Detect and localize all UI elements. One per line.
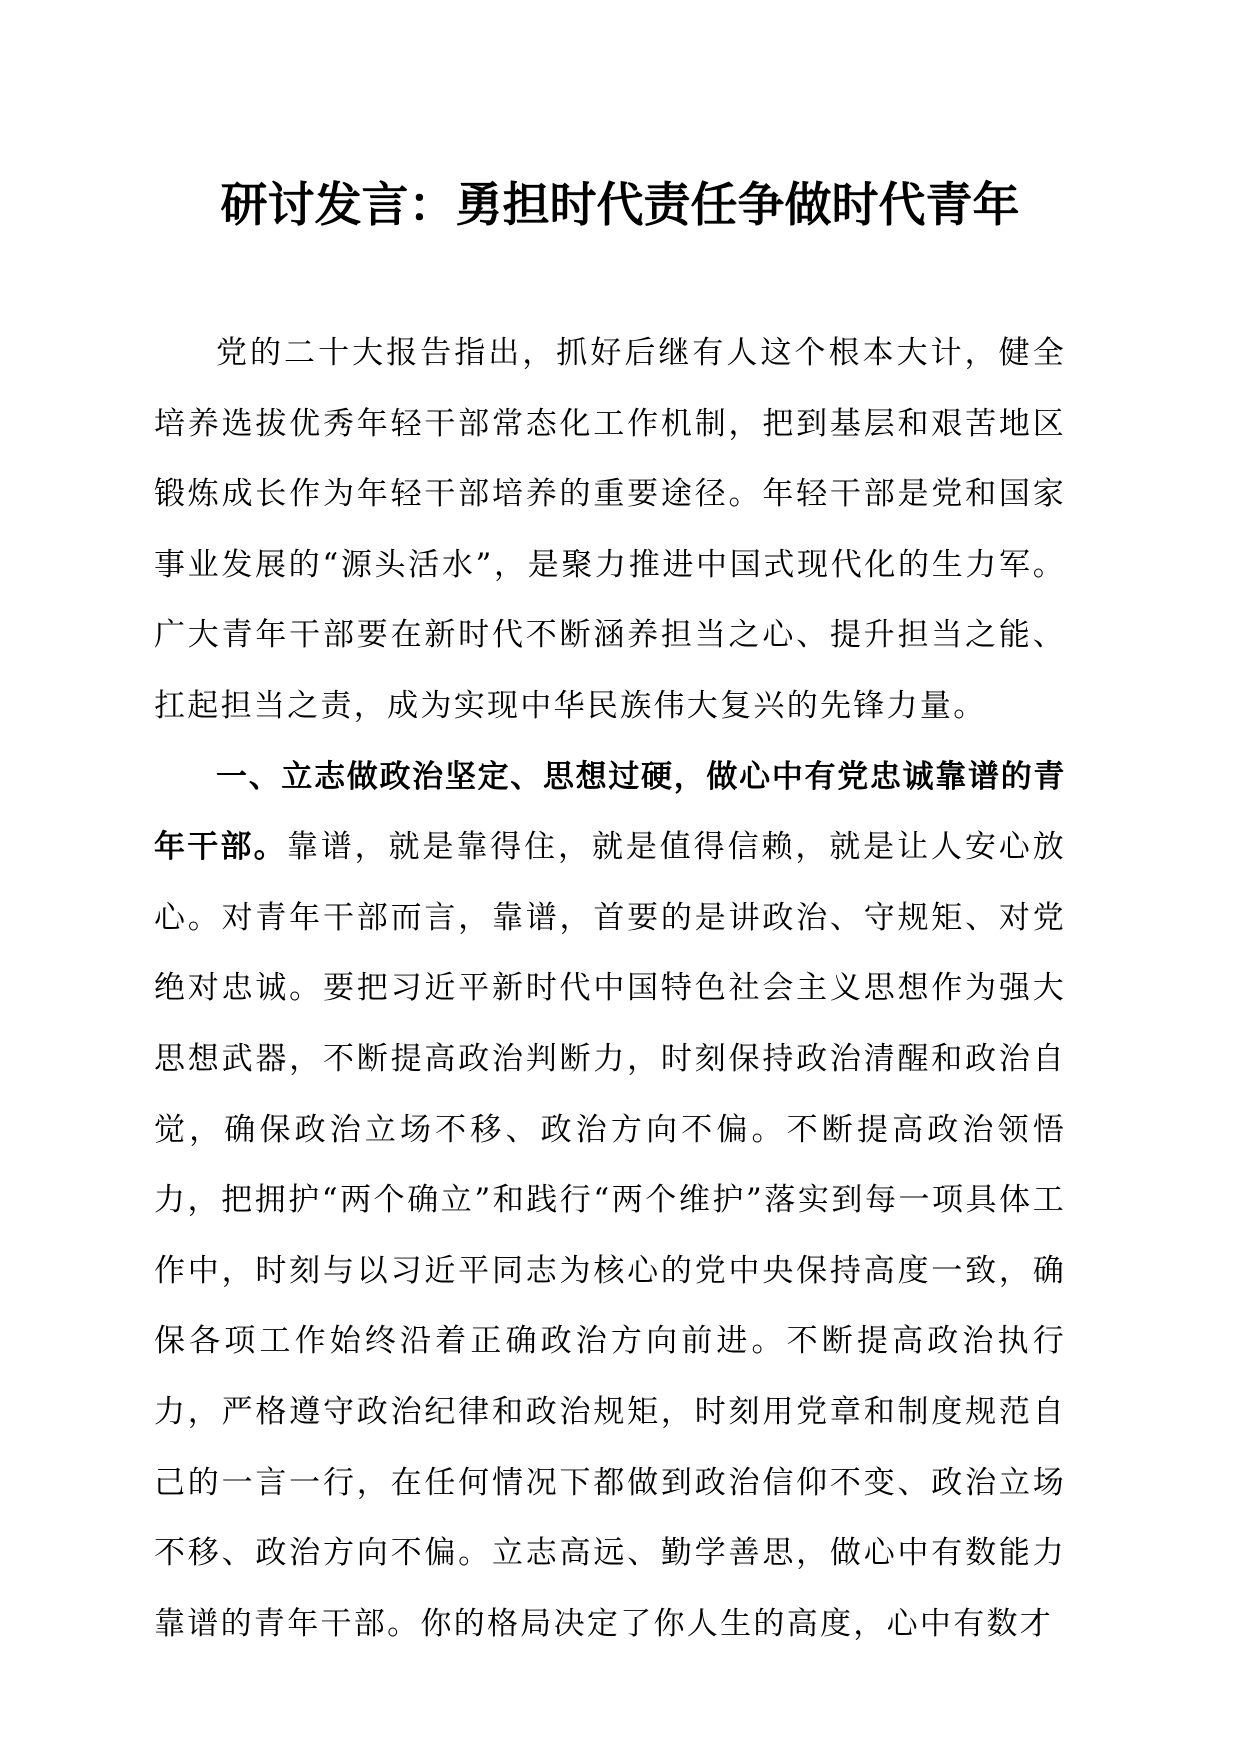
paragraph-intro-text: 党的二十大报告指出，抓好后继有人这个根本大计，健全培养选拔优秀年轻干部常态化工作机制，把到基层和艰苦地区锻炼成长作为年轻干部培养的重要途径。年轻干部是党和国家事业发展的“源头活水”，是聚力推进中国式现代化的生力军。广大青年干部要在新时代不断涵养担当之心、提升担当之能、扛起担当之责，成为实现中华民族伟大复兴的先锋力量。 — [154, 335, 1066, 724]
section-one-heading: 一、立志做政治坚定、思想过硬，做心中有党忠诚靠谱的青年干部。 — [154, 758, 1066, 866]
paragraph-section-one — [154, 742, 1066, 1660]
page-title: 研讨发言：勇担时代责任争做时代青年 — [220, 178, 1020, 233]
document-body — [154, 318, 1066, 1659]
section-one-text: 靠谱，就是靠得住，就是值得信赖，就是让人安心放心。对青年干部而言，靠谱，首要的是讲政治、守规矩、对党绝对忠诚。要把习近平新时代中国特色社会主义思想作为强大思想武器，不断提高政治判断力，时刻保持政治清醒和政治自觉，确保政治立场不移、政治方向不偏。不断提高政治领悟力，把拥护“两个确立”和践行“两个维护”落实到每一项具体工作中，时刻与以习近平同志为核心的党中央保持高度一致，确保各项工作始终沿着正确政治方向前进。不断提高政治执行力，严格遵守政治纪律和政治规矩，时刻用党章和制度规范自己的一言一行，在任何情况下都做到政治信仰不变、政治立场不移、政治方向不偏。立志高远、勤学善思，做心中有数能力靠谱的青年干部。你的格局决定了你人生的高度，心中有数才 — [154, 829, 1066, 1642]
paragraph-intro — [154, 318, 1066, 742]
